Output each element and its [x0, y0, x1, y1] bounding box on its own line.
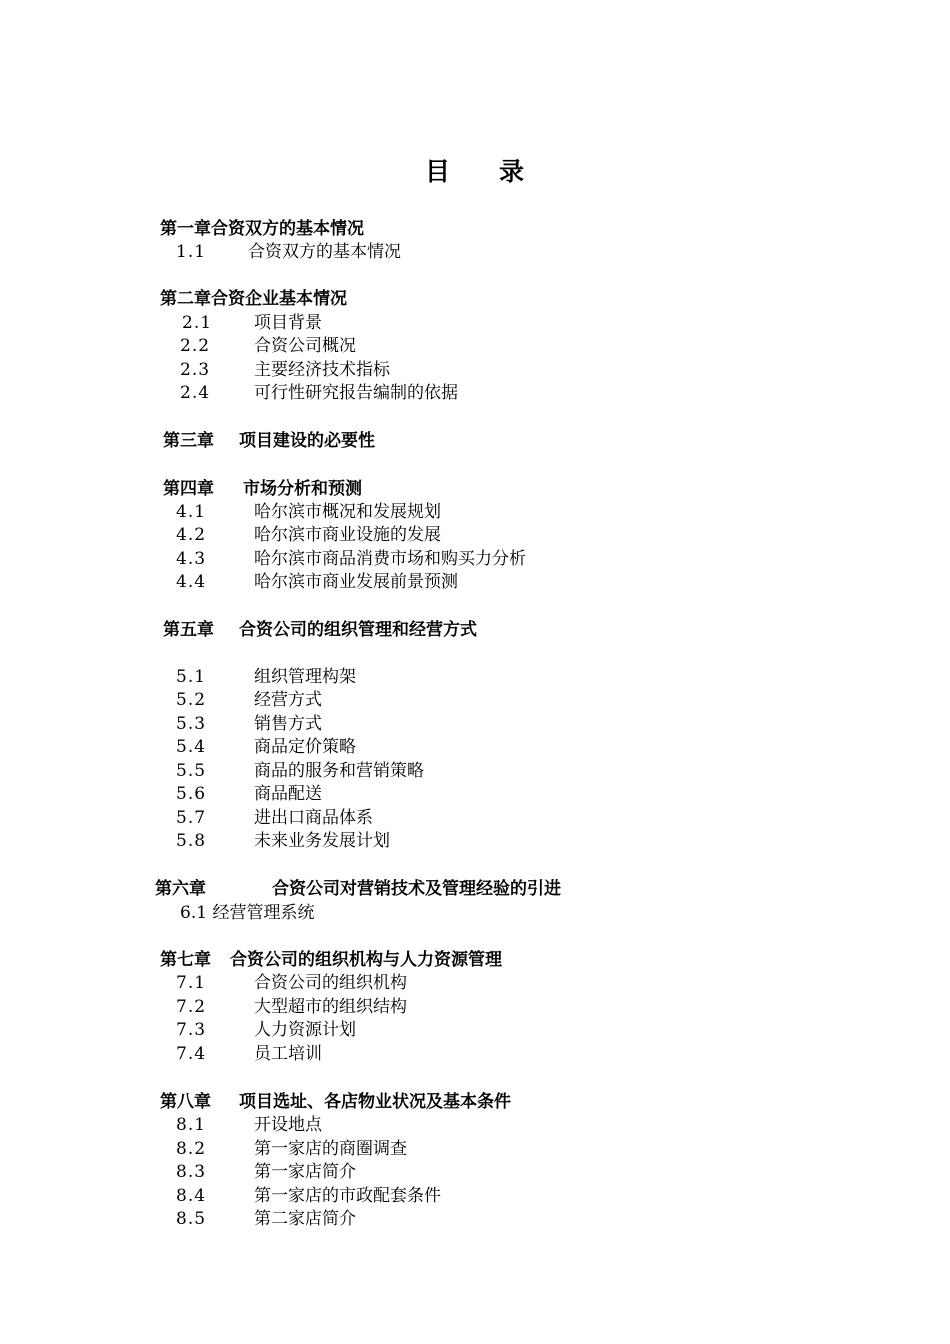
toc-item	[176, 1208, 596, 1230]
item-number: 5.8	[176, 831, 207, 851]
toc-item	[176, 972, 596, 994]
toc-item	[182, 312, 582, 334]
item-number: 5.5	[176, 761, 207, 781]
item-label: 可行性研究报告编制的依据	[254, 383, 458, 403]
toc-item	[176, 996, 596, 1018]
item-number: 5.6	[176, 784, 207, 804]
item-label: 第一家店简介	[254, 1162, 356, 1182]
item-number: 5.4	[176, 737, 207, 757]
item-label: 人力资源计划	[254, 1020, 356, 1040]
chapter-number: 第三章	[163, 431, 214, 451]
toc-item	[180, 359, 580, 381]
toc-item	[176, 1138, 596, 1160]
chapter-4-heading	[163, 478, 563, 500]
chapter-2-heading: 第二章合资企业基本情况	[160, 289, 347, 309]
item-number: 5.2	[176, 690, 207, 710]
toc-item	[176, 760, 596, 782]
chapter-number: 第八章	[160, 1092, 211, 1112]
item-label: 合资公司概况	[254, 336, 356, 356]
item-label: 经营方式	[254, 690, 322, 710]
item-label: 第一家店的市政配套条件	[254, 1186, 441, 1206]
item-number: 2.2	[180, 336, 211, 356]
item-label: 商品的服务和营销策略	[254, 761, 424, 781]
item-number: 1.1	[176, 242, 207, 262]
item-label: 主要经济技术指标	[254, 360, 390, 380]
toc-item	[176, 713, 596, 735]
item-number: 2.4	[180, 383, 211, 403]
item-number: 2.3	[180, 360, 211, 380]
toc-item	[176, 689, 596, 711]
chapter-title: 合资公司的组织机构与人力资源管理	[230, 950, 502, 970]
item-label: 第一家店的商圈调查	[254, 1139, 407, 1159]
item-number: 8.4	[176, 1186, 207, 1206]
item-number: 4.3	[176, 549, 207, 569]
item-label: 项目背景	[254, 313, 322, 333]
chapter-title: 项目建设的必要性	[239, 431, 375, 451]
item-label: 哈尔滨市商业发展前景预测	[254, 572, 458, 592]
item-label: 员工培训	[254, 1044, 322, 1064]
toc-item	[176, 783, 596, 805]
item-number: 8.1	[176, 1115, 207, 1135]
chapter-number: 第六章	[155, 879, 206, 899]
toc-title-char-1: 目	[424, 157, 451, 186]
item-number: 5.1	[176, 667, 207, 687]
toc-item	[176, 501, 596, 523]
item-label: 合资公司的组织机构	[254, 973, 407, 993]
item-number: 4.2	[176, 525, 207, 545]
item-label: 合资双方的基本情况	[248, 242, 401, 262]
item-number: 8.2	[176, 1139, 207, 1159]
toc-item	[180, 335, 580, 357]
item-number: 5.7	[176, 808, 207, 828]
item-label: 第二家店简介	[254, 1209, 356, 1229]
item-label: 大型超市的组织结构	[254, 997, 407, 1017]
chapter-title: 合资公司的组织管理和经营方式	[239, 620, 477, 640]
toc-item	[180, 902, 580, 924]
chapter-title: 合资公司对营销技术及管理经验的引进	[272, 879, 561, 899]
item-label: 商品定价策略	[254, 737, 356, 757]
item-label: 开设地点	[254, 1115, 322, 1135]
item-label: 哈尔滨市商业设施的发展	[254, 525, 441, 545]
chapter-1-heading: 第一章合资双方的基本情况	[160, 219, 364, 239]
item-label: 销售方式	[254, 714, 322, 734]
toc-item	[176, 1185, 596, 1207]
item-label: 6.1 经营管理系统	[180, 903, 315, 923]
toc-title-char-2: 录	[499, 157, 526, 186]
item-number: 7.2	[176, 997, 207, 1017]
chapter-number: 第七章	[160, 950, 211, 970]
toc-item	[176, 524, 596, 546]
item-number: 2.1	[182, 313, 213, 333]
chapter-6-heading	[155, 878, 635, 900]
toc-item	[176, 1114, 596, 1136]
toc-item	[176, 1161, 596, 1183]
item-label: 哈尔滨市概况和发展规划	[254, 502, 441, 522]
chapter-3-heading	[163, 430, 563, 452]
toc-item	[176, 571, 596, 593]
toc-item	[176, 807, 596, 829]
item-number: 8.3	[176, 1162, 207, 1182]
chapter-8-heading	[160, 1091, 620, 1113]
toc-item	[180, 382, 580, 404]
toc-item	[176, 1019, 596, 1041]
item-label: 进出口商品体系	[254, 808, 373, 828]
chapter-title: 项目选址、各店物业状况及基本条件	[239, 1092, 511, 1112]
chapter-7-heading	[160, 949, 620, 971]
item-label: 商品配送	[254, 784, 322, 804]
chapter-title: 市场分析和预测	[243, 479, 362, 499]
item-number: 4.1	[176, 502, 207, 522]
item-number: 4.4	[176, 572, 207, 592]
chapter-number: 第五章	[163, 620, 214, 640]
item-label: 未来业务发展计划	[254, 831, 390, 851]
toc-item	[176, 736, 596, 758]
item-number: 7.1	[176, 973, 207, 993]
item-number: 8.5	[176, 1209, 207, 1229]
chapter-5-heading	[163, 619, 583, 641]
item-number: 7.4	[176, 1044, 207, 1064]
toc-item	[176, 666, 596, 688]
toc-item	[176, 1043, 596, 1065]
item-number: 5.3	[176, 714, 207, 734]
toc-item	[176, 830, 596, 852]
toc-item	[176, 241, 576, 263]
chapter-number: 第四章	[163, 479, 214, 499]
item-number: 7.3	[176, 1020, 207, 1040]
item-label: 组织管理构架	[254, 667, 356, 687]
item-label: 哈尔滨市商品消费市场和购买力分析	[254, 549, 526, 569]
toc-item	[176, 548, 596, 570]
